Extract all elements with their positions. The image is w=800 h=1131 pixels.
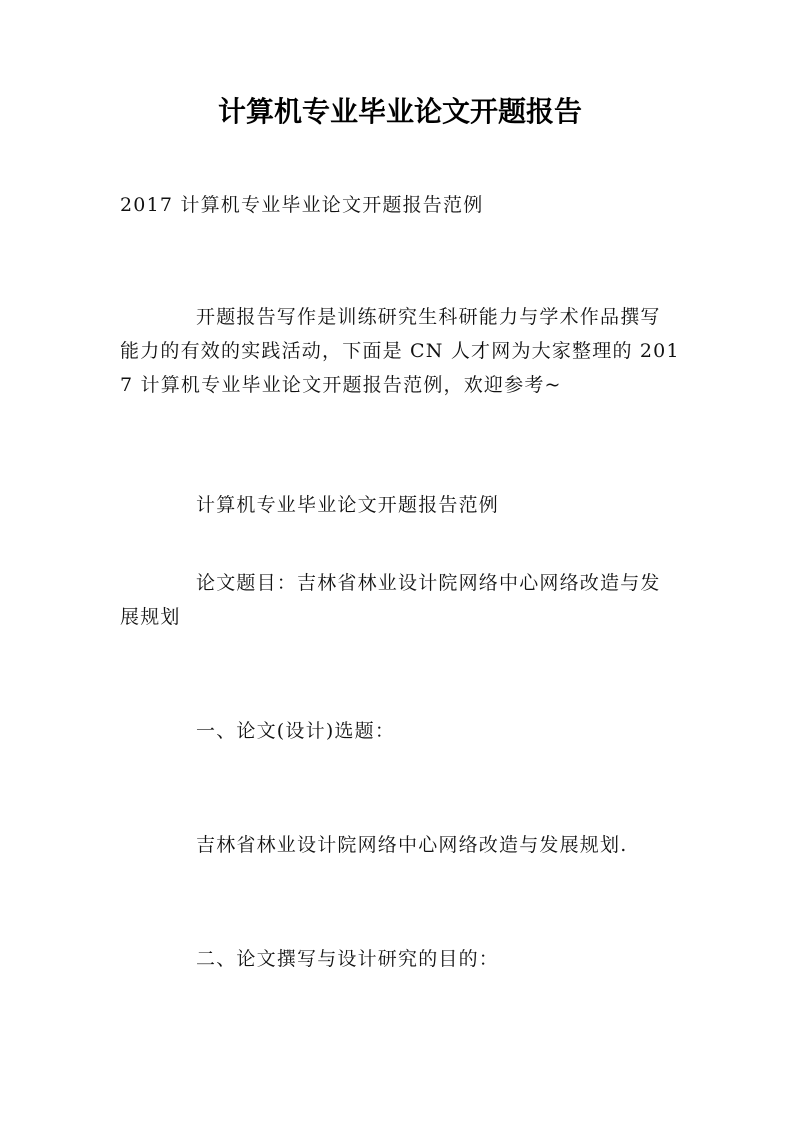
intro-paragraph: 开题报告写作是训练研究生科研能力与学术作品撰写能力的有效的实践活动，下面是 CN 人才网为大家整理的 2017 计算机专业毕业论文开题报告范例，欢迎参考~ [120, 306, 680, 396]
subtitle-paragraph: 2017 计算机专业毕业论文开题报告范例 [120, 194, 484, 216]
purpose-heading-paragraph: 二、论文撰写与设计研究的目的： [196, 948, 500, 970]
section-heading-paragraph: 计算机专业毕业论文开题报告范例 [196, 494, 500, 516]
thesis-title-paragraph: 论文题目：吉林省林业设计院网络中心网络改造与发展规划 [120, 572, 661, 628]
topic-content-paragraph: 吉林省林业设计院网络中心网络改造与发展规划. [196, 834, 628, 856]
topic-heading-paragraph: 一、论文(设计)选题： [196, 720, 396, 742]
document-title: 计算机专业毕业论文开题报告 [217, 95, 582, 128]
